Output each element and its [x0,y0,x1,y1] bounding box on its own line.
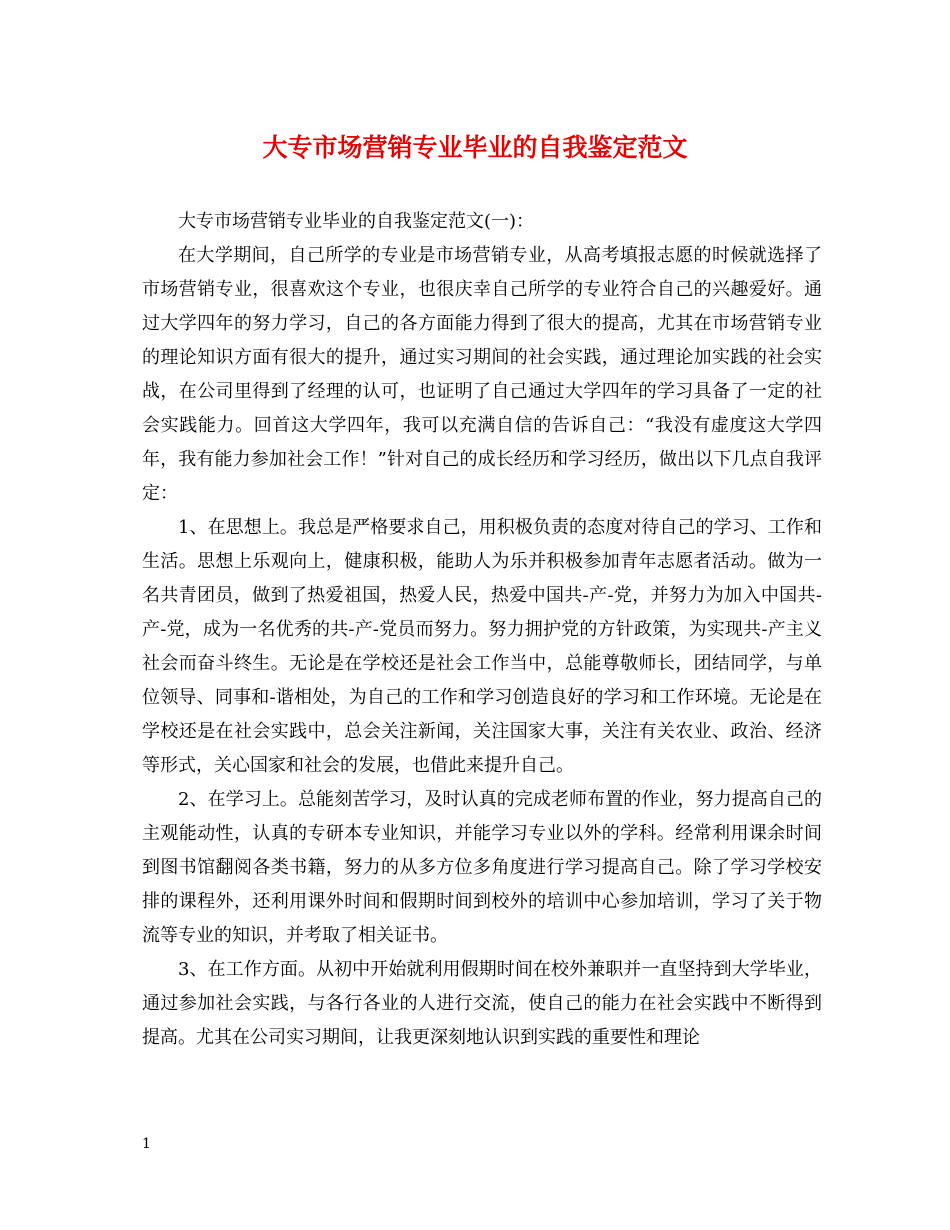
paragraph-intro: 大专市场营销专业毕业的自我鉴定范文(一)： [178,211,535,232]
document-title: 大专市场营销专业毕业的自我鉴定范文 [262,133,688,162]
document-body [142,205,822,1055]
paragraph-thought: 1、在思想上。我总是严格要求自己，用积极负责的态度对待自己的学习、工作和生活。思想上乐观向上，健康积极，能助人为乐并积极参加青年志愿者活动。做为一名共青团员，做到了热爱祖国，热爱人民，热爱中国共-产-党，并努力为加入中国共-产-党，成为一名优秀的共-产-党员而努力。努力拥护党的方针政策，为实现共-产主义社会而奋斗终生。无论是在学校还是社会工作当中，总能尊敬师长，团结同学，与单位领导、同事和-谐相处，为自己的工作和学习创造良好的学习和工作环境。无论是在学校还是在社会实践中，总会关注新闻，关注国家大事，关注有关农业、政治、经济等形式，关心国家和社会的发展，也借此来提升自己。 [142,517,822,776]
paragraph-overview: 在大学期间，自己所学的专业是市场营销专业，从高考填报志愿的时候就选择了市场营销专业，很喜欢这个专业，也很庆幸自己所学的专业符合自己的兴趣爱好。通过大学四年的努力学习，自己的各方面能力得到了很大的提高，尤其在市场营销专业的理论知识方面有很大的提升，通过实习期间的社会实践，通过理论加实践的社会实战，在公司里得到了经理的认可，也证明了自己通过大学四年的学习具备了一定的社会实践能力。回首这大学四年，我可以充满自信的告诉自己：“我没有虚度这大学四年，我有能力参加社会工作！”针对自己的成长经历和学习经历，做出以下几点自我评定： [142,245,822,504]
paragraph-work: 3、在工作方面。从初中开始就利用假期时间在校外兼职并一直坚持到大学毕业，通过参加社会实践，与各行各业的人进行交流，使自己的能力在社会实践中不断得到提高。尤其在公司实习期间，让我更深刻地认识到实践的重要性和理论 [142,959,822,1048]
paragraph-study: 2、在学习上。总能刻苦学习，及时认真的完成老师布置的作业，努力提高自己的主观能动性，认真的专研本专业知识，并能学习专业以外的学科。经常利用课余时间到图书馆翻阅各类书籍，努力的从多方位多角度进行学习提高自己。除了学习学校安排的课程外，还利用课外时间和假期时间到校外的培训中心参加培训，学习了关于物流等专业的知识，并考取了相关证书。 [142,789,822,946]
page-number: 1 [142,1136,151,1152]
